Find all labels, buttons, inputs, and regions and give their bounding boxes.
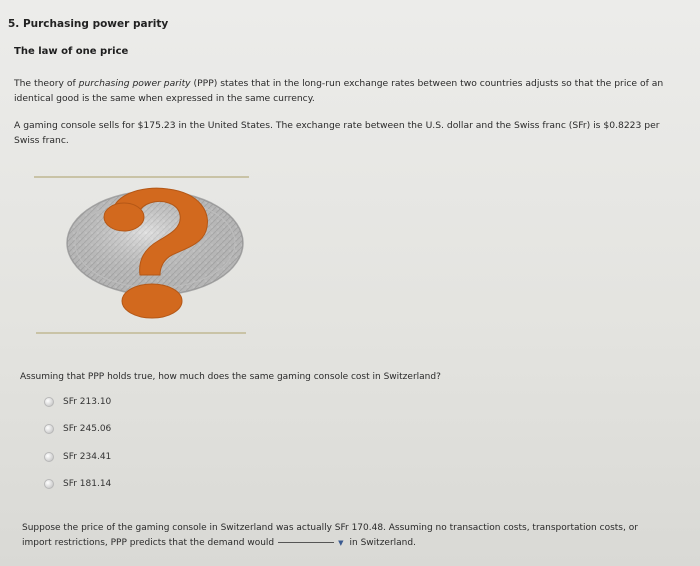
option-label: SFr 213.10	[63, 397, 112, 407]
definition-text-end: (PPP) states that in the long-run exchange rates between two countries adjusts so that the price of an identical good is the same when expressed in the same currency.	[14, 78, 664, 104]
answer-option[interactable]	[44, 397, 111, 407]
followup-question	[22, 521, 642, 550]
radio-button[interactable]	[44, 424, 54, 434]
followup-text: Suppose the price of the gaming console in Switzerland was actually SFr 170.48. Assuming no transaction costs, transportation costs, or import restrictions, PPP predicts that the demand would	[22, 523, 638, 548]
question-title: 5. Purchasing power parity	[8, 18, 169, 30]
option-label: SFr 245.06	[63, 424, 112, 434]
radio-button[interactable]	[44, 452, 54, 462]
question-mark-illustration	[60, 183, 250, 323]
answer-option[interactable]	[44, 479, 111, 489]
definition-italic-term: purchasing power parity	[78, 78, 191, 89]
answer-option[interactable]	[44, 452, 111, 462]
ppp-definition	[14, 76, 674, 106]
option-label: SFr 234.41	[63, 452, 112, 462]
option-label: SFr 181.14	[63, 479, 112, 489]
illustration-bottom-rule	[36, 332, 246, 334]
definition-text-start: The theory of	[14, 78, 79, 89]
radio-button[interactable]	[44, 479, 54, 489]
illustration-top-rule	[34, 176, 249, 178]
question-prompt: Assuming that PPP holds true, how much does the same gaming console cost in Switzerland?	[20, 372, 441, 382]
chevron-down-icon[interactable]: ▼	[338, 539, 344, 547]
followup-text-end: in Switzerland.	[349, 538, 416, 548]
demand-dropdown[interactable]	[278, 533, 334, 543]
answer-option[interactable]	[44, 424, 111, 434]
radio-button[interactable]	[44, 397, 54, 407]
section-subtitle: The law of one price	[14, 46, 129, 57]
scenario-text: A gaming console sells for $175.23 in the United States. The exchange rate between the U.S. dollar and the Swiss franc (SFr) is $0.8223 per Swiss franc.	[14, 120, 660, 146]
